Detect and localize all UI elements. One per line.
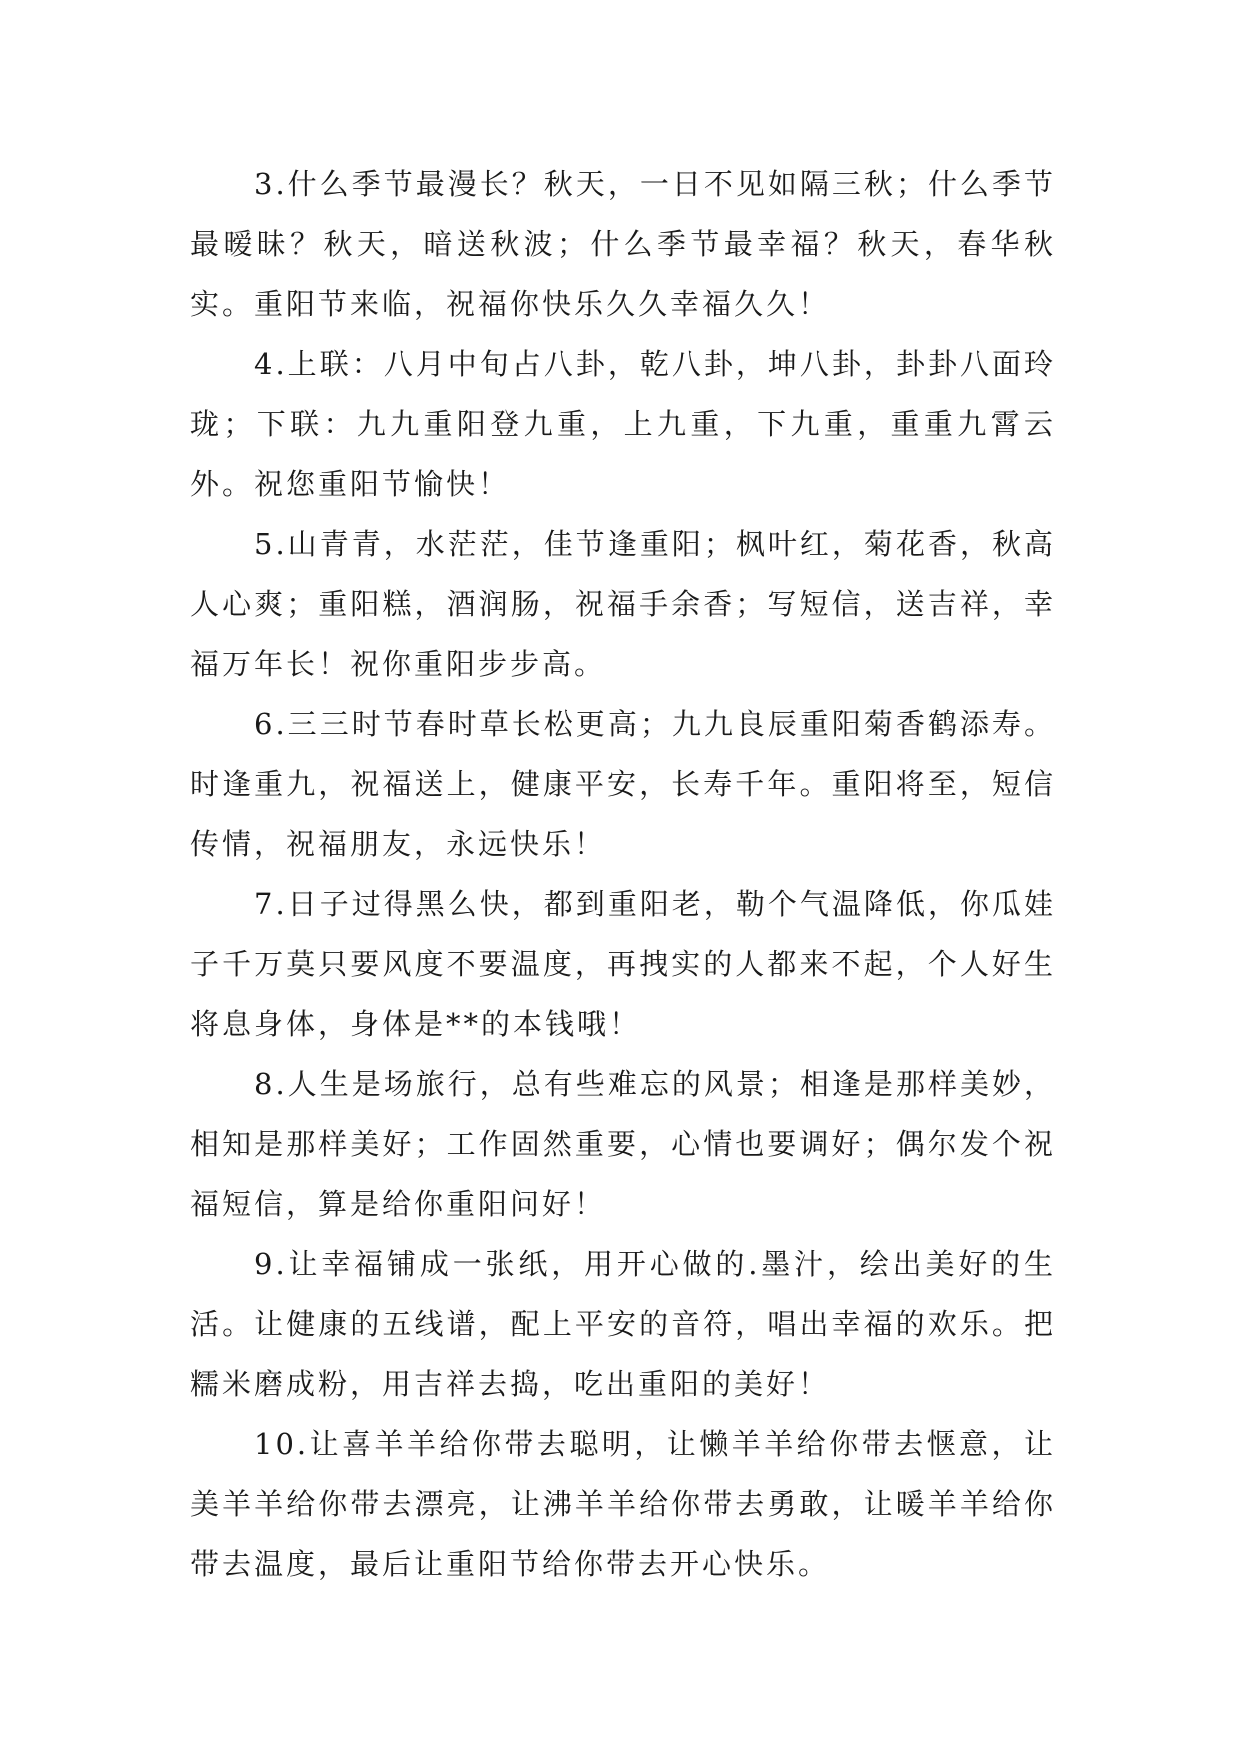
paragraph-6: 6.三三时节春时草长松更高；九九良辰重阳菊香鹤添寿。时逢重九，祝福送上，健康平安，长寿千年。重阳将至，短信传情，祝福朋友，永远快乐！ [190,707,1056,861]
document-body [190,154,1056,1594]
paragraph-5: 5.山青青，水茫茫，佳节逢重阳；枫叶红，菊花香，秋高人心爽；重阳糕，酒润肠，祝福手余香；写短信，送吉祥，幸福万年长！祝你重阳步步高。 [190,527,1056,681]
paragraph-4: 4.上联：八月中旬占八卦，乾八卦，坤八卦，卦卦八面玲珑；下联：九九重阳登九重，上九重，下九重，重重九霄云外。祝您重阳节愉快！ [190,347,1056,501]
paragraph-8: 8.人生是场旅行，总有些难忘的风景；相逢是那样美妙，相知是那样美好；工作固然重要，心情也要调好；偶尔发个祝福短信，算是给你重阳问好！ [190,1067,1056,1221]
paragraph-3: 3.什么季节最漫长？秋天，一日不见如隔三秋；什么季节最暧昧？秋天，暗送秋波；什么季节最幸福？秋天，春华秋实。重阳节来临，祝福你快乐久久幸福久久！ [190,167,1056,321]
paragraph-9: 9.让幸福铺成一张纸，用开心做的.墨汁，绘出美好的生活。让健康的五线谱，配上平安的音符，唱出幸福的欢乐。把糯米磨成粉，用吉祥去捣，吃出重阳的美好！ [190,1247,1056,1401]
paragraph-7: 7.日子过得黑么快，都到重阳老，勒个气温降低，你瓜娃子千万莫只要风度不要温度，再拽实的人都来不起，个人好生将息身体，身体是**的本钱哦！ [190,887,1056,1041]
paragraph-10: 10.让喜羊羊给你带去聪明，让懒羊羊给你带去惬意，让美羊羊给你带去漂亮，让沸羊羊给你带去勇敢，让暖羊羊给你带去温度，最后让重阳节给你带去开心快乐。 [190,1427,1056,1581]
